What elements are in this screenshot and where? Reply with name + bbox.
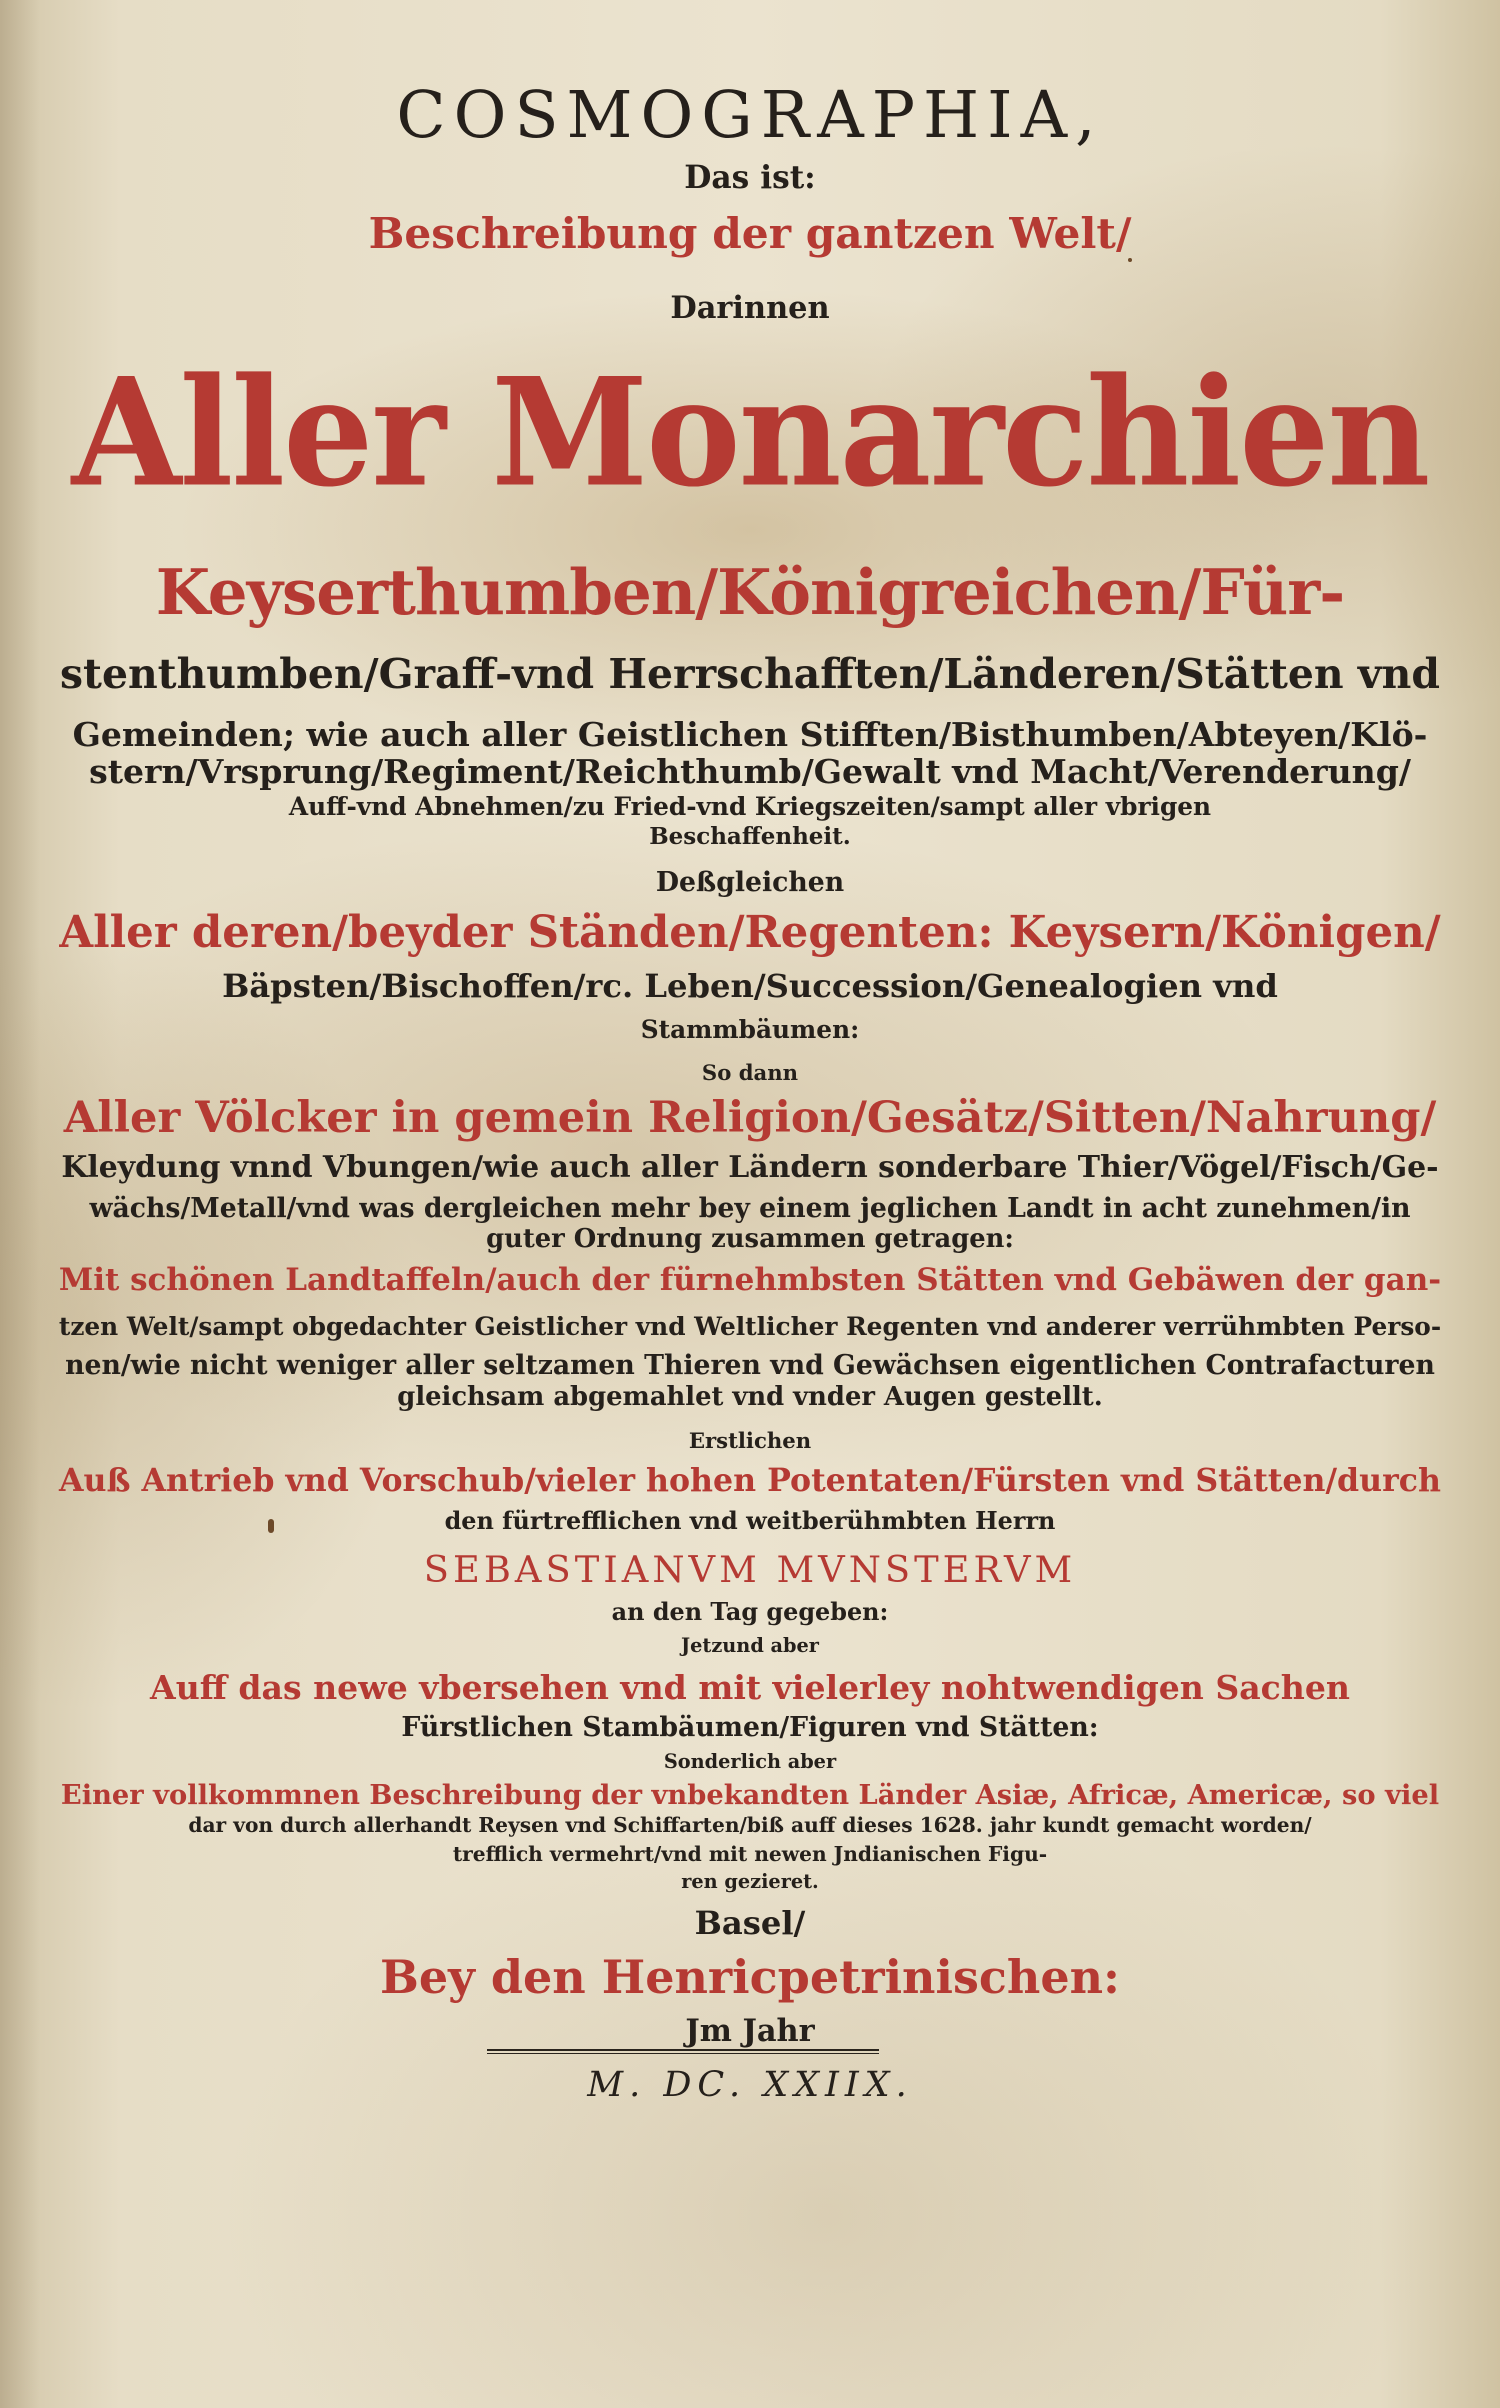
- author-name: SEBASTIANVM MVNSTERVM: [423, 1548, 1077, 1591]
- ren-gezieret-line: ren gezieret.: [681, 1870, 819, 1893]
- jetzund-aber-line: Jetzund aber: [681, 1634, 819, 1657]
- stammbaeumen-line: Stammbäumen:: [640, 1015, 860, 1044]
- stenthumben-line: stenthumben/Graff-vnd Herrschafften/Länderen/Stätten vnd: [60, 650, 1440, 698]
- guter-ordnung-line: guter Ordnung zusammen getragen:: [486, 1224, 1014, 1254]
- auff-das-newe-line: Auff das newe vbersehen vnd mit vielerley nohtwendigen Sachen: [150, 1668, 1350, 1707]
- desszgleichen-line: Deßgleichen: [655, 867, 845, 898]
- auff-line: Auff-vnd Abnehmen/zu Fried-vnd Kriegszeiten/sampt aller vbrigen: [288, 792, 1212, 821]
- darinnen-line: Darinnen: [670, 290, 830, 326]
- aller-deren-line: Aller deren/beyder Ständen/Regenten: Keysern/Königen/: [59, 907, 1441, 958]
- fuerstlichen-line: Fürstlichen Stambäumen/Figuren vnd Stätten:: [401, 1712, 1099, 1743]
- beschaffenheit-line: Beschaffenheit.: [649, 823, 851, 850]
- publication-year: M. DC. XXIIX.: [587, 2065, 913, 2105]
- tzen-welt-line: tzen Welt/sampt obgedachter Geistlicher vnd Weltlicher Regenten vnd anderer verrühmbten Perso-: [58, 1312, 1442, 1341]
- einer-vollkommnen-line: Einer vollkommnen Beschreibung der vnbekandten Länder Asiæ, Africæ, Americæ, so viel: [60, 1779, 1440, 1811]
- aller-voelcker-line: Aller Völcker in gemein Religion/Gesätz/Sitten/Nahrung/: [63, 1092, 1437, 1143]
- mit-schoenen-line: Mit schönen Landtaffeln/auch der fürnehmbsten Stätten vnd Gebäwen der gan-: [58, 1262, 1442, 1298]
- waechs-line: wächs/Metall/vnd was dergleichen mehr bey einem jeglichen Landt in acht zunehmen/in: [89, 1193, 1411, 1224]
- place-basel: Basel/: [694, 1904, 806, 1942]
- an-den-tag-line: an den Tag gegeben:: [611, 1598, 889, 1626]
- keyserthumben-line: Keyserthumben/Königreichen/Für-: [155, 555, 1345, 629]
- gleichsam-line: gleichsam abgemahlet vnd vnder Augen gestellt.: [397, 1382, 1103, 1412]
- kleydung-line: Kleydung vnnd Vbungen/wie auch aller Ländern sonderbare Thier/Vögel/Fisch/Ge-: [61, 1150, 1439, 1185]
- erstlichen-line: Erstlichen: [688, 1428, 812, 1453]
- gemeinden-line: Gemeinden; wie auch aller Geistlichen Stifften/Bisthumben/Abteyen/Klö-: [72, 715, 1428, 754]
- nen-line: nen/wie nicht weniger aller seltzamen Thieren vnd Gewächsen eigentlichen Contrafacturen: [65, 1350, 1435, 1381]
- dar-von-durch-line: dar von durch allerhandt Reysen vnd Schiffarten/biß auff dieses 1628. jahr kundt gemacht worden/: [188, 1813, 1312, 1837]
- printer-line: Bey den Henricpetrinischen:: [379, 1950, 1121, 2004]
- im-jahr-line: Jm Jahr: [685, 2013, 815, 2049]
- so-dann-line: So dann: [701, 1060, 799, 1085]
- aller-monarchien-heading: Aller Monarchien: [71, 345, 1429, 521]
- year-rule-thin: [487, 2053, 879, 2054]
- ink-speck: [1128, 258, 1132, 262]
- ausz-antrieb-line: Auß Antrieb vnd Vorschub/vieler hohen Potentaten/Fürsten vnd Stätten/durch: [59, 1462, 1441, 1499]
- year-rule: [487, 2049, 879, 2051]
- ink-speck: [268, 1519, 274, 1533]
- den-fuertrefflichen-line: den fürtrefflichen vnd weitberühmbten Herrn: [444, 1507, 1056, 1535]
- das-ist-line: Das ist:: [684, 160, 816, 196]
- trefflich-line: trefflich vermehrt/vnd mit newen Jndianischen Figu-: [452, 1842, 1048, 1866]
- main-title: COSMOGRAPHIA,: [396, 78, 1104, 153]
- sonderlich-aber-line: Sonderlich aber: [663, 1750, 837, 1773]
- baepsten-line: Bäpsten/Bischoffen/rc. Leben/Succession/Genealogien vnd: [222, 967, 1278, 1005]
- beschreibung-line: Beschreibung der gantzen Welt/: [368, 208, 1132, 258]
- stern-line: stern/Vrsprung/Regiment/Reichthumb/Gewalt vnd Macht/Verenderung/: [89, 752, 1411, 791]
